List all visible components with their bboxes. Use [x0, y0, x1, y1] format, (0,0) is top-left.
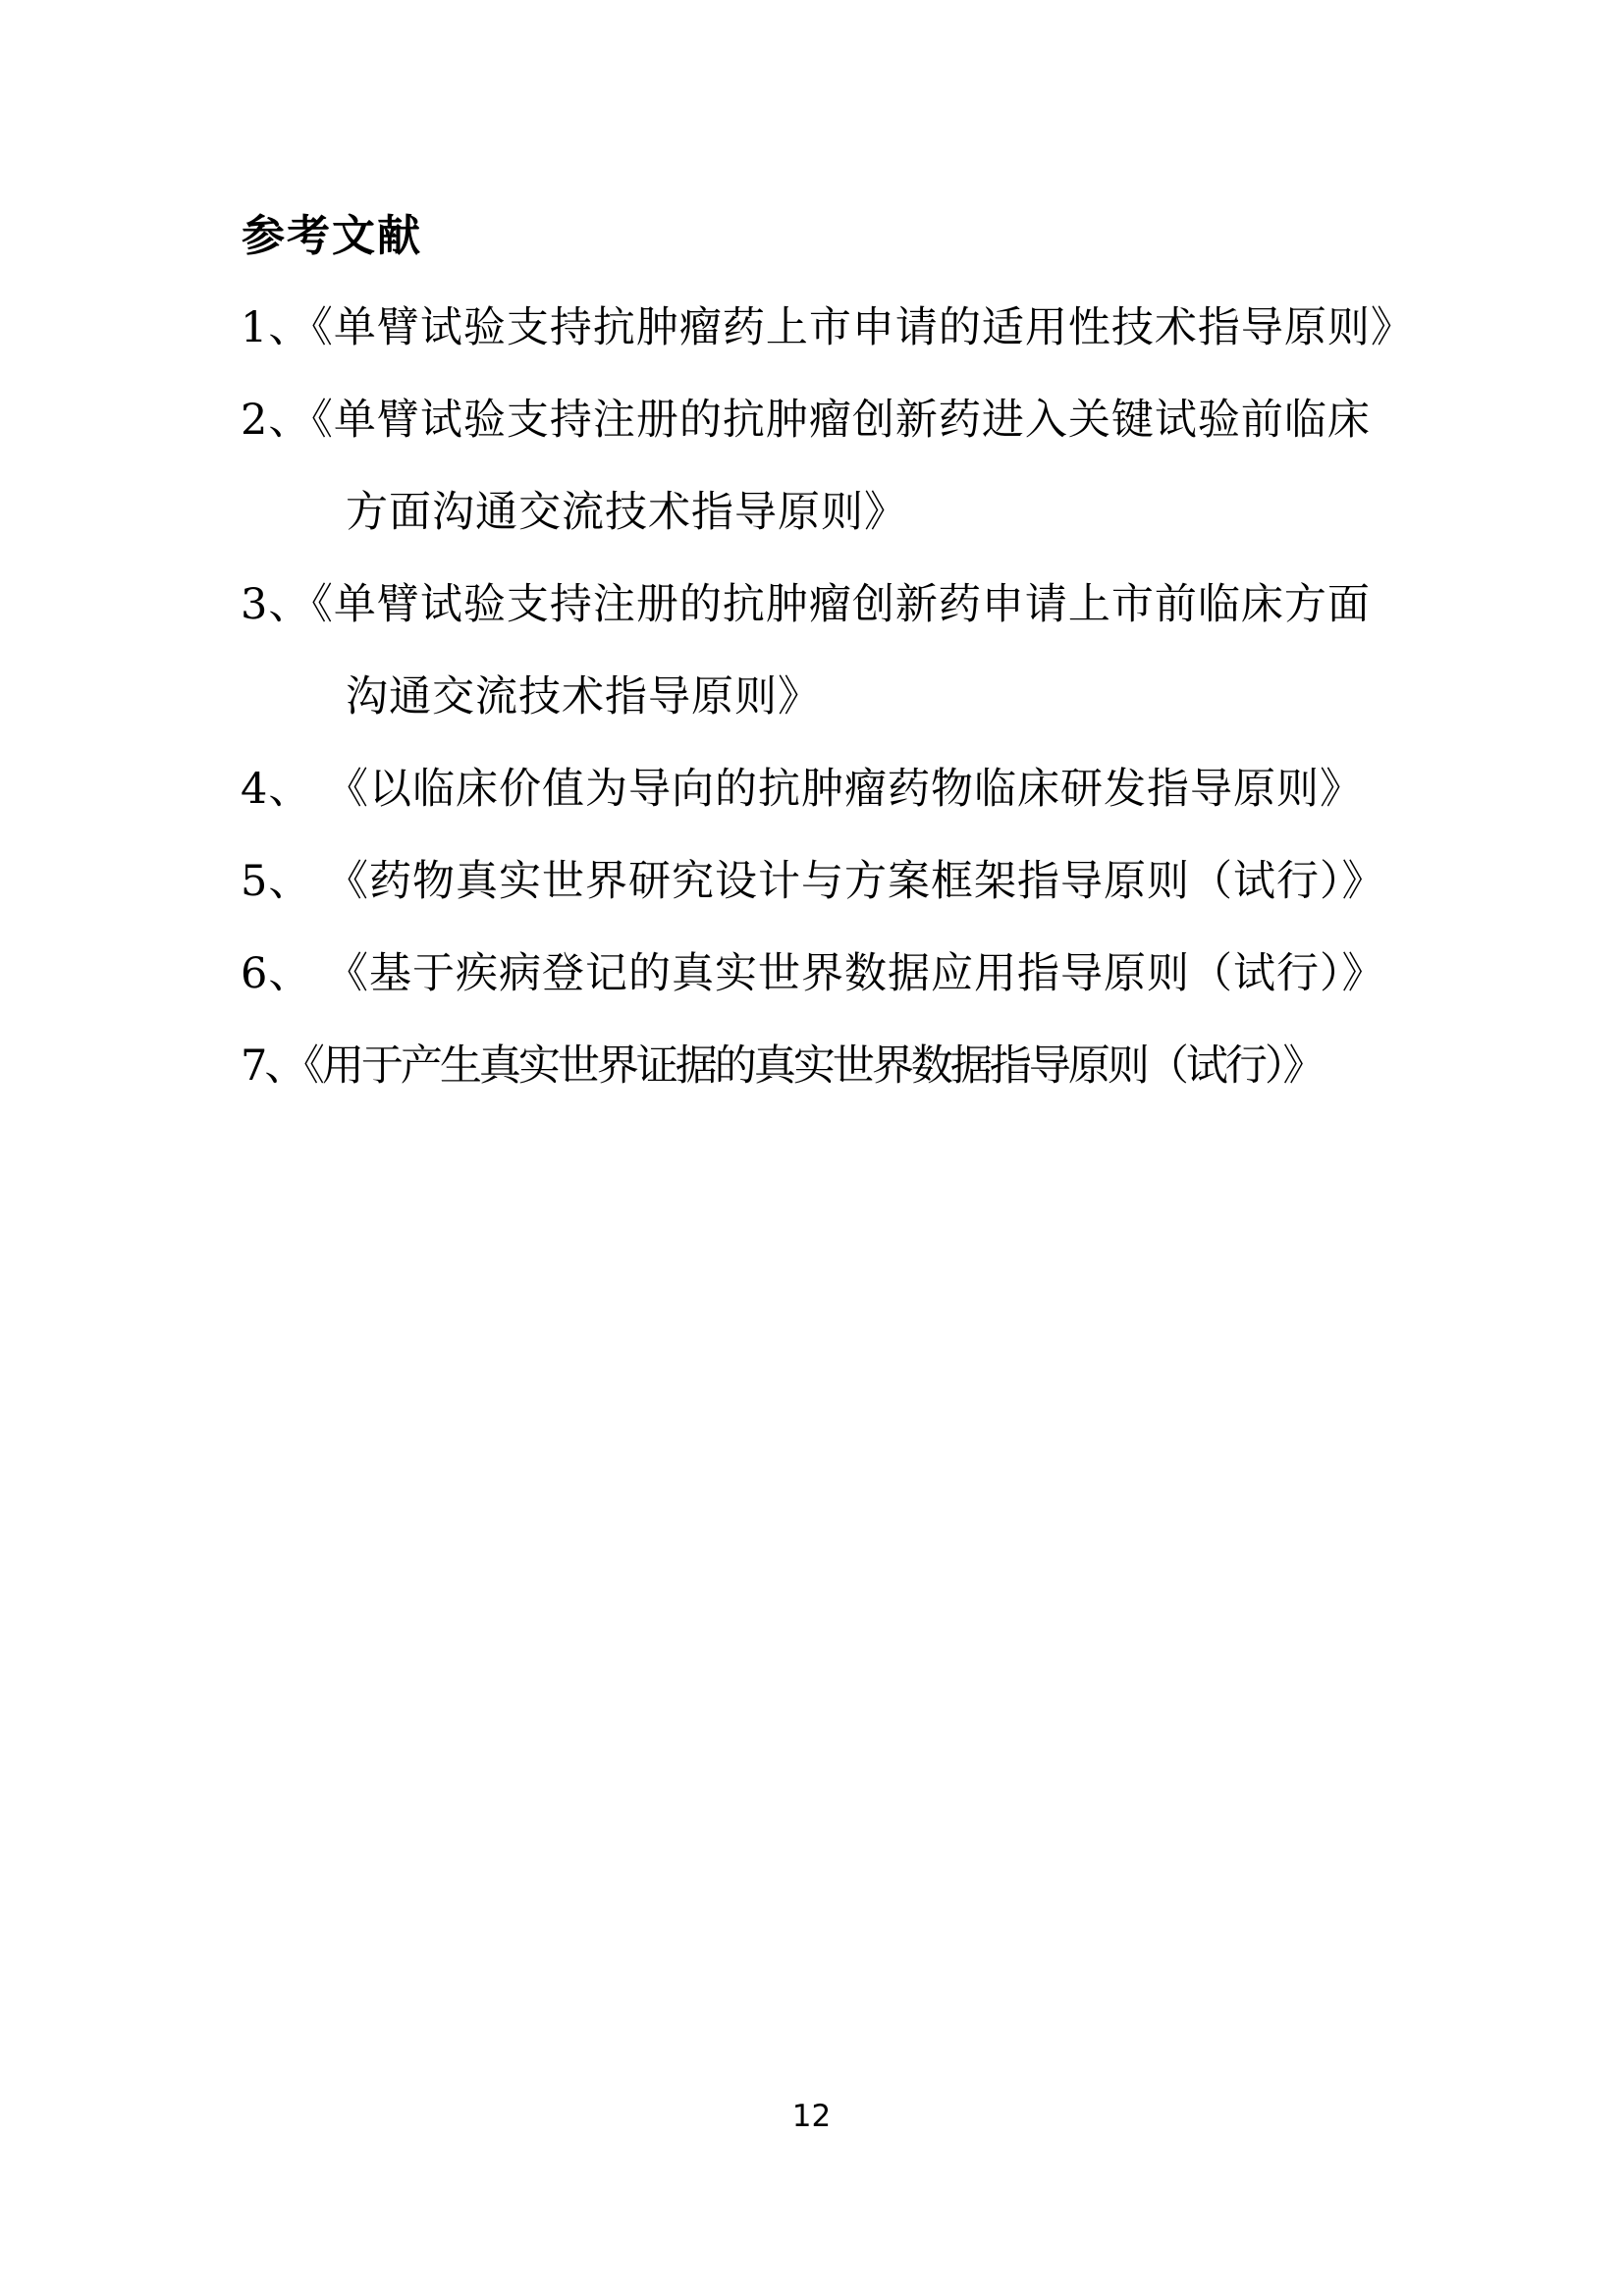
- reference-item-6: 6、 《基于疾病登记的真实世界数据应用指导原则（试行）》: [241, 949, 1385, 998]
- reference-item-7: 7、《用于产生真实世界证据的真实世界数据指导原则（试行）》: [241, 1041, 1323, 1091]
- reference-item-1: 1、《单臂试验支持抗肿瘤药上市申请的适用性技术指导原则》: [241, 303, 1414, 352]
- references-heading: 参考文献: [242, 211, 422, 261]
- reference-item-3-line-1: 3、《单臂试验支持注册的抗肿瘤创新药申请上市前临床方面: [241, 580, 1371, 629]
- reference-item-3-line-2: 沟通交流技术指导原则》: [346, 672, 821, 721]
- page-number: 12: [791, 2099, 832, 2134]
- references-list: [241, 282, 1478, 1112]
- reference-item-2-line-1: 2、《单臂试验支持注册的抗肿瘤创新药进入关键试验前临床: [241, 396, 1371, 445]
- reference-item-5: 5、 《药物真实世界研究设计与方案框架指导原则（试行）》: [241, 857, 1385, 906]
- reference-item-4: 4、 《以临床价值为导向的抗肿瘤药物临床研发指导原则》: [241, 765, 1364, 814]
- reference-item-2-line-2: 方面沟通交流技术指导原则》: [346, 488, 907, 537]
